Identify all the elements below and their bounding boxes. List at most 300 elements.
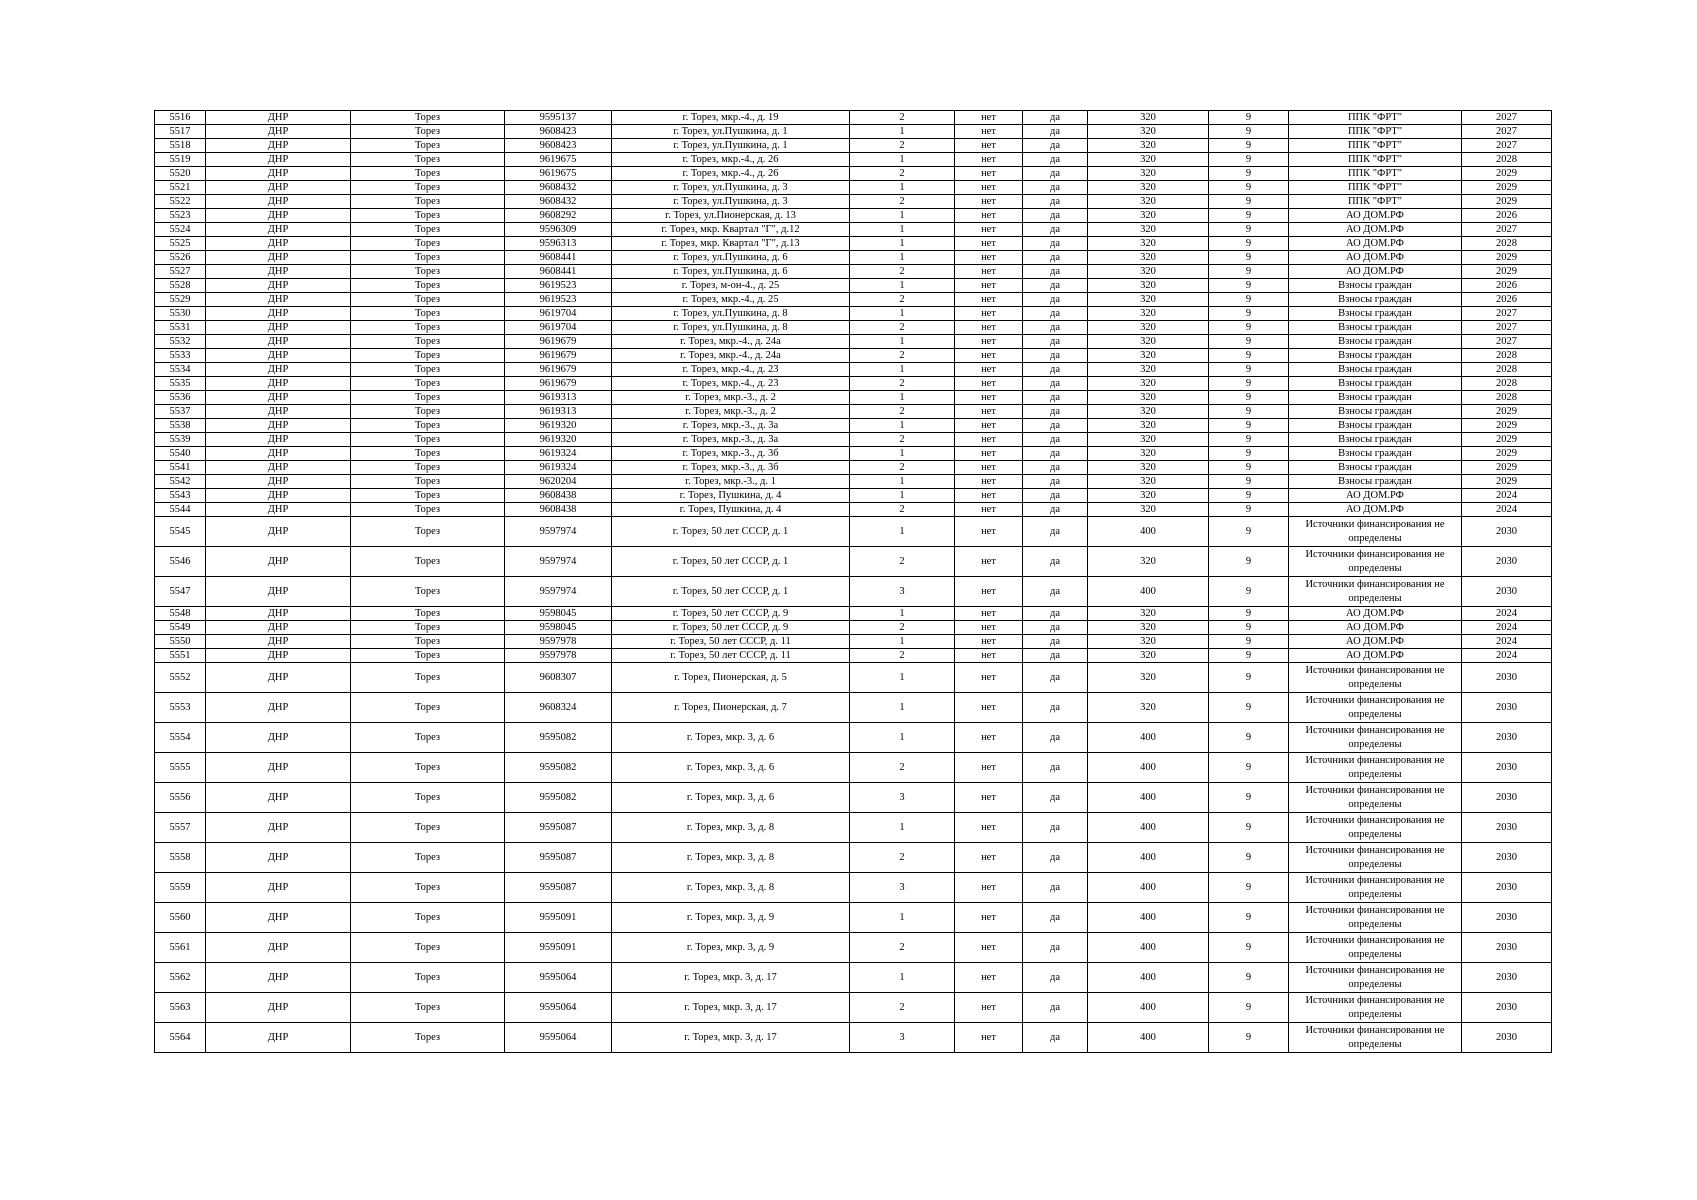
capacity-cell: 320 [1088,265,1209,279]
region-cell: ДНР [206,167,351,181]
capacity-cell: 400 [1088,993,1209,1023]
row-number-cell: 5556 [155,783,206,813]
year-cell: 2029 [1462,167,1552,181]
row-number-cell: 5541 [155,461,206,475]
year-cell: 2027 [1462,111,1552,125]
year-cell: 2030 [1462,783,1552,813]
table-row [155,391,1552,405]
row-number-cell: 5563 [155,993,206,1023]
funding-source-cell: Источники финансирования не определены [1289,693,1462,723]
house-id-cell: 9595091 [505,903,612,933]
city-cell: Торез [351,293,505,307]
table-row [155,321,1552,335]
flag-cell-1: нет [955,607,1023,621]
floors-cell: 9 [1209,1023,1289,1053]
table-row [155,635,1552,649]
flag-cell-1: нет [955,363,1023,377]
table-row [155,607,1552,621]
funding-source-cell: ППК "ФРТ" [1289,139,1462,153]
region-cell: ДНР [206,335,351,349]
funding-source-cell: Источники финансирования не определены [1289,993,1462,1023]
region-cell: ДНР [206,391,351,405]
floors-cell: 9 [1209,181,1289,195]
year-cell: 2030 [1462,517,1552,547]
year-cell: 2029 [1462,475,1552,489]
funding-source-cell: Источники финансирования не определены [1289,963,1462,993]
capacity-cell: 400 [1088,577,1209,607]
address-cell: г. Торез, ул.Пушкина, д. 1 [612,139,850,153]
flag-cell-2: да [1023,447,1088,461]
capacity-cell: 320 [1088,693,1209,723]
elevator-number-cell: 1 [850,607,955,621]
floors-cell: 9 [1209,517,1289,547]
floors-cell: 9 [1209,391,1289,405]
flag-cell-1: нет [955,649,1023,663]
year-cell: 2030 [1462,1023,1552,1053]
row-number-cell: 5564 [155,1023,206,1053]
floors-cell: 9 [1209,461,1289,475]
floors-cell: 9 [1209,125,1289,139]
elevator-number-cell: 1 [850,391,955,405]
address-cell: г. Торез, мкр. 3, д. 6 [612,783,850,813]
elevator-number-cell: 2 [850,293,955,307]
capacity-cell: 320 [1088,663,1209,693]
flag-cell-2: да [1023,265,1088,279]
flag-cell-2: да [1023,577,1088,607]
city-cell: Торез [351,723,505,753]
floors-cell: 9 [1209,195,1289,209]
flag-cell-2: да [1023,933,1088,963]
flag-cell-1: нет [955,635,1023,649]
year-cell: 2027 [1462,307,1552,321]
elevator-number-cell: 1 [850,447,955,461]
region-cell: ДНР [206,903,351,933]
capacity-cell: 320 [1088,447,1209,461]
flag-cell-2: да [1023,153,1088,167]
floors-cell: 9 [1209,349,1289,363]
funding-source-cell: ППК "ФРТ" [1289,125,1462,139]
flag-cell-2: да [1023,635,1088,649]
flag-cell-2: да [1023,873,1088,903]
address-cell: г. Торез, мкр.-4., д. 26 [612,167,850,181]
floors-cell: 9 [1209,279,1289,293]
house-id-cell: 9619324 [505,447,612,461]
year-cell: 2030 [1462,903,1552,933]
funding-source-cell: Взносы граждан [1289,433,1462,447]
data-table [154,110,1552,1053]
year-cell: 2024 [1462,489,1552,503]
funding-source-cell: ППК "ФРТ" [1289,153,1462,167]
floors-cell: 9 [1209,635,1289,649]
address-cell: г. Торез, мкр.-4., д. 24а [612,349,850,363]
funding-source-cell: АО ДОМ.РФ [1289,489,1462,503]
address-cell: г. Торез, мкр. 3, д. 6 [612,753,850,783]
elevator-number-cell: 2 [850,649,955,663]
table-row [155,693,1552,723]
table-row [155,933,1552,963]
flag-cell-1: нет [955,1023,1023,1053]
address-cell: г. Торез, Пушкина, д. 4 [612,489,850,503]
city-cell: Торез [351,693,505,723]
floors-cell: 9 [1209,419,1289,433]
flag-cell-1: нет [955,237,1023,251]
funding-source-cell: Взносы граждан [1289,335,1462,349]
address-cell: г. Торез, Пушкина, д. 4 [612,503,850,517]
table-row [155,349,1552,363]
row-number-cell: 5522 [155,195,206,209]
elevator-number-cell: 3 [850,873,955,903]
capacity-cell: 320 [1088,139,1209,153]
floors-cell: 9 [1209,223,1289,237]
floors-cell: 9 [1209,607,1289,621]
row-number-cell: 5550 [155,635,206,649]
flag-cell-1: нет [955,209,1023,223]
capacity-cell: 320 [1088,419,1209,433]
row-number-cell: 5526 [155,251,206,265]
flag-cell-2: да [1023,391,1088,405]
table-row [155,621,1552,635]
city-cell: Торез [351,843,505,873]
row-number-cell: 5516 [155,111,206,125]
year-cell: 2029 [1462,461,1552,475]
floors-cell: 9 [1209,903,1289,933]
table-body [155,111,1552,1053]
capacity-cell: 320 [1088,635,1209,649]
elevator-number-cell: 1 [850,237,955,251]
flag-cell-2: да [1023,607,1088,621]
region-cell: ДНР [206,933,351,963]
flag-cell-2: да [1023,125,1088,139]
house-id-cell: 9608441 [505,251,612,265]
city-cell: Торез [351,419,505,433]
flag-cell-1: нет [955,475,1023,489]
region-cell: ДНР [206,517,351,547]
row-number-cell: 5521 [155,181,206,195]
region-cell: ДНР [206,475,351,489]
year-cell: 2028 [1462,391,1552,405]
elevator-number-cell: 2 [850,195,955,209]
row-number-cell: 5529 [155,293,206,307]
table-row [155,813,1552,843]
elevator-number-cell: 3 [850,783,955,813]
flag-cell-1: нет [955,391,1023,405]
year-cell: 2028 [1462,237,1552,251]
region-cell: ДНР [206,993,351,1023]
floors-cell: 9 [1209,405,1289,419]
capacity-cell: 320 [1088,503,1209,517]
elevator-number-cell: 1 [850,963,955,993]
house-id-cell: 9608423 [505,125,612,139]
house-id-cell: 9598045 [505,607,612,621]
row-number-cell: 5533 [155,349,206,363]
capacity-cell: 400 [1088,963,1209,993]
region-cell: ДНР [206,265,351,279]
floors-cell: 9 [1209,963,1289,993]
capacity-cell: 400 [1088,813,1209,843]
funding-source-cell: АО ДОМ.РФ [1289,223,1462,237]
year-cell: 2028 [1462,377,1552,391]
city-cell: Торез [351,139,505,153]
region-cell: ДНР [206,153,351,167]
house-id-cell: 9608292 [505,209,612,223]
region-cell: ДНР [206,621,351,635]
elevator-number-cell: 2 [850,433,955,447]
region-cell: ДНР [206,349,351,363]
funding-source-cell: Взносы граждан [1289,293,1462,307]
funding-source-cell: АО ДОМ.РФ [1289,237,1462,251]
floors-cell: 9 [1209,307,1289,321]
city-cell: Торез [351,621,505,635]
row-number-cell: 5559 [155,873,206,903]
row-number-cell: 5548 [155,607,206,621]
capacity-cell: 320 [1088,293,1209,307]
address-cell: г. Торез, мкр. 3, д. 9 [612,903,850,933]
floors-cell: 9 [1209,843,1289,873]
elevator-number-cell: 1 [850,663,955,693]
capacity-cell: 320 [1088,377,1209,391]
elevator-number-cell: 2 [850,265,955,279]
house-id-cell: 9608423 [505,139,612,153]
house-id-cell: 9608438 [505,489,612,503]
house-id-cell: 9597974 [505,517,612,547]
elevator-number-cell: 2 [850,547,955,577]
row-number-cell: 5538 [155,419,206,433]
capacity-cell: 320 [1088,125,1209,139]
region-cell: ДНР [206,111,351,125]
row-number-cell: 5518 [155,139,206,153]
address-cell: г. Торез, мкр. 3, д. 6 [612,723,850,753]
row-number-cell: 5517 [155,125,206,139]
flag-cell-1: нет [955,693,1023,723]
floors-cell: 9 [1209,693,1289,723]
address-cell: г. Торез, ул.Пушкина, д. 6 [612,251,850,265]
flag-cell-2: да [1023,251,1088,265]
address-cell: г. Торез, Пионерская, д. 5 [612,663,850,693]
city-cell: Торез [351,153,505,167]
flag-cell-1: нет [955,903,1023,933]
elevator-number-cell: 2 [850,111,955,125]
house-id-cell: 9619324 [505,461,612,475]
city-cell: Торез [351,195,505,209]
city-cell: Торез [351,307,505,321]
flag-cell-1: нет [955,293,1023,307]
house-id-cell: 9608441 [505,265,612,279]
table-row [155,753,1552,783]
table-row [155,363,1552,377]
year-cell: 2027 [1462,335,1552,349]
address-cell: г. Торез, мкр. 3, д. 8 [612,873,850,903]
house-id-cell: 9619320 [505,433,612,447]
row-number-cell: 5525 [155,237,206,251]
capacity-cell: 320 [1088,307,1209,321]
capacity-cell: 400 [1088,783,1209,813]
house-id-cell: 9595064 [505,963,612,993]
elevator-number-cell: 2 [850,843,955,873]
funding-source-cell: Взносы граждан [1289,321,1462,335]
capacity-cell: 320 [1088,433,1209,447]
year-cell: 2029 [1462,251,1552,265]
elevator-number-cell: 3 [850,577,955,607]
table-row [155,873,1552,903]
flag-cell-1: нет [955,433,1023,447]
capacity-cell: 400 [1088,873,1209,903]
city-cell: Торез [351,873,505,903]
table-row [155,461,1552,475]
city-cell: Торез [351,489,505,503]
elevator-number-cell: 1 [850,517,955,547]
city-cell: Торез [351,547,505,577]
flag-cell-2: да [1023,307,1088,321]
funding-source-cell: Взносы граждан [1289,377,1462,391]
flag-cell-1: нет [955,963,1023,993]
house-id-cell: 9597978 [505,635,612,649]
year-cell: 2027 [1462,321,1552,335]
floors-cell: 9 [1209,139,1289,153]
row-number-cell: 5543 [155,489,206,503]
funding-source-cell: Взносы граждан [1289,475,1462,489]
region-cell: ДНР [206,635,351,649]
flag-cell-1: нет [955,813,1023,843]
elevator-number-cell: 2 [850,139,955,153]
city-cell: Торез [351,447,505,461]
flag-cell-1: нет [955,265,1023,279]
funding-source-cell: АО ДОМ.РФ [1289,635,1462,649]
house-id-cell: 9608432 [505,195,612,209]
flag-cell-1: нет [955,321,1023,335]
city-cell: Торез [351,963,505,993]
city-cell: Торез [351,209,505,223]
house-id-cell: 9619704 [505,307,612,321]
year-cell: 2027 [1462,125,1552,139]
capacity-cell: 320 [1088,649,1209,663]
flag-cell-2: да [1023,279,1088,293]
address-cell: г. Торез, ул.Пушкина, д. 3 [612,181,850,195]
capacity-cell: 320 [1088,251,1209,265]
address-cell: г. Торез, мкр. 3, д. 8 [612,813,850,843]
address-cell: г. Торез, 50 лет СССР, д. 11 [612,649,850,663]
city-cell: Торез [351,111,505,125]
house-id-cell: 9619523 [505,279,612,293]
year-cell: 2030 [1462,993,1552,1023]
region-cell: ДНР [206,125,351,139]
flag-cell-1: нет [955,181,1023,195]
region-cell: ДНР [206,461,351,475]
city-cell: Торез [351,577,505,607]
city-cell: Торез [351,251,505,265]
table-row [155,209,1552,223]
city-cell: Торез [351,349,505,363]
flag-cell-2: да [1023,433,1088,447]
table-row [155,335,1552,349]
floors-cell: 9 [1209,321,1289,335]
year-cell: 2030 [1462,723,1552,753]
region-cell: ДНР [206,251,351,265]
address-cell: г. Торез, мкр.-3., д. 2 [612,405,850,419]
flag-cell-1: нет [955,783,1023,813]
flag-cell-1: нет [955,195,1023,209]
flag-cell-2: да [1023,237,1088,251]
capacity-cell: 400 [1088,903,1209,933]
year-cell: 2027 [1462,223,1552,237]
region-cell: ДНР [206,377,351,391]
capacity-cell: 320 [1088,335,1209,349]
region-cell: ДНР [206,139,351,153]
city-cell: Торез [351,125,505,139]
floors-cell: 9 [1209,433,1289,447]
flag-cell-2: да [1023,993,1088,1023]
elevator-number-cell: 1 [850,475,955,489]
region-cell: ДНР [206,753,351,783]
flag-cell-1: нет [955,153,1023,167]
city-cell: Торез [351,223,505,237]
flag-cell-1: нет [955,723,1023,753]
city-cell: Торез [351,167,505,181]
flag-cell-1: нет [955,993,1023,1023]
address-cell: г. Торез, мкр. 3, д. 17 [612,1023,850,1053]
funding-source-cell: ППК "ФРТ" [1289,181,1462,195]
floors-cell: 9 [1209,723,1289,753]
table-row [155,517,1552,547]
flag-cell-2: да [1023,209,1088,223]
city-cell: Торез [351,391,505,405]
flag-cell-1: нет [955,621,1023,635]
elevator-number-cell: 2 [850,321,955,335]
address-cell: г. Торез, мкр.-4., д. 25 [612,293,850,307]
address-cell: г. Торез, мкр.-4., д. 23 [612,377,850,391]
table-row [155,167,1552,181]
address-cell: г. Торез, мкр. 3, д. 8 [612,843,850,873]
flag-cell-2: да [1023,475,1088,489]
floors-cell: 9 [1209,873,1289,903]
elevator-number-cell: 1 [850,251,955,265]
flag-cell-2: да [1023,663,1088,693]
elevator-number-cell: 1 [850,153,955,167]
year-cell: 2024 [1462,649,1552,663]
funding-source-cell: Источники финансирования не определены [1289,843,1462,873]
address-cell: г. Торез, ул.Пушкина, д. 1 [612,125,850,139]
capacity-cell: 320 [1088,181,1209,195]
address-cell: г. Торез, мкр. Квартал "Г", д.12 [612,223,850,237]
city-cell: Торез [351,933,505,963]
capacity-cell: 320 [1088,489,1209,503]
flag-cell-1: нет [955,843,1023,873]
capacity-cell: 320 [1088,621,1209,635]
flag-cell-2: да [1023,195,1088,209]
city-cell: Торез [351,461,505,475]
city-cell: Торез [351,433,505,447]
table-row [155,251,1552,265]
table-row [155,503,1552,517]
house-id-cell: 9619675 [505,153,612,167]
row-number-cell: 5557 [155,813,206,843]
city-cell: Торез [351,503,505,517]
city-cell: Торез [351,517,505,547]
flag-cell-2: да [1023,503,1088,517]
elevator-number-cell: 1 [850,181,955,195]
house-id-cell: 9596309 [505,223,612,237]
house-id-cell: 9595137 [505,111,612,125]
elevator-number-cell: 1 [850,335,955,349]
capacity-cell: 400 [1088,1023,1209,1053]
capacity-cell: 320 [1088,167,1209,181]
elevator-number-cell: 1 [850,723,955,753]
capacity-cell: 320 [1088,363,1209,377]
city-cell: Торез [351,753,505,783]
region-cell: ДНР [206,293,351,307]
region-cell: ДНР [206,223,351,237]
funding-source-cell: Источники финансирования не определены [1289,933,1462,963]
elevator-number-cell: 1 [850,209,955,223]
